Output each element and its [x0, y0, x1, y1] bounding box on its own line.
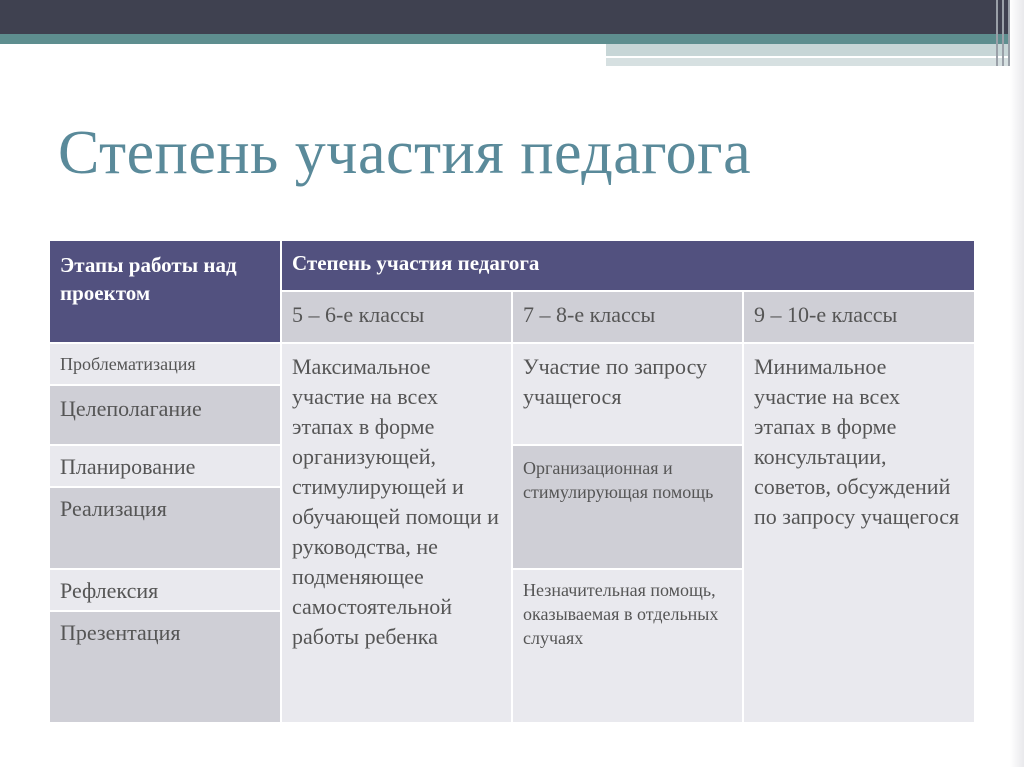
grade-5-6: 5 – 6-е классы	[282, 292, 511, 342]
stage-problematization: Проблематизация	[50, 344, 280, 384]
stage-planning: Планирование	[50, 446, 280, 486]
slide-title: Степень участия педагога	[58, 119, 752, 187]
stage-implementation: Реализация	[50, 488, 280, 568]
top-decor-bar	[0, 0, 1024, 34]
decor-line	[996, 0, 998, 66]
header-stages: Этапы работы над проектом	[50, 241, 280, 342]
top-decor-stripe	[0, 34, 1024, 44]
grade-9-10: 9 – 10-е классы	[744, 292, 974, 342]
participation-7-8-minor: Незначительная помощь, оказываемая в отдельных случаях	[513, 570, 742, 722]
top-decor-light-stripe-2	[606, 58, 1024, 66]
participation-7-8-request: Участие по запросу учащегося	[513, 344, 742, 444]
stage-goal-setting: Целеполагание	[50, 386, 280, 444]
decor-line	[1002, 0, 1004, 66]
stage-reflection: Рефлексия	[50, 570, 280, 610]
header-participation: Степень участия педагога	[282, 241, 974, 290]
participation-9-10: Минимальное участие на всех этапах в форме консультации, советов, обсуждений по запросу учащегося	[744, 344, 974, 722]
participation-5-6: Максимальное участие на всех этапах в форме организующей, стимулирующей и обучающей помощи и руководства, не подменяющее самостоятельной работы ребенка	[282, 344, 511, 722]
grade-7-8: 7 – 8-е классы	[513, 292, 742, 342]
stage-presentation: Презентация	[50, 612, 280, 722]
participation-7-8-organizational: Организационная и стимулирующая помощь	[513, 446, 742, 568]
slide-edge-shadow	[1010, 0, 1024, 767]
top-decor-light-stripe	[606, 44, 1024, 56]
